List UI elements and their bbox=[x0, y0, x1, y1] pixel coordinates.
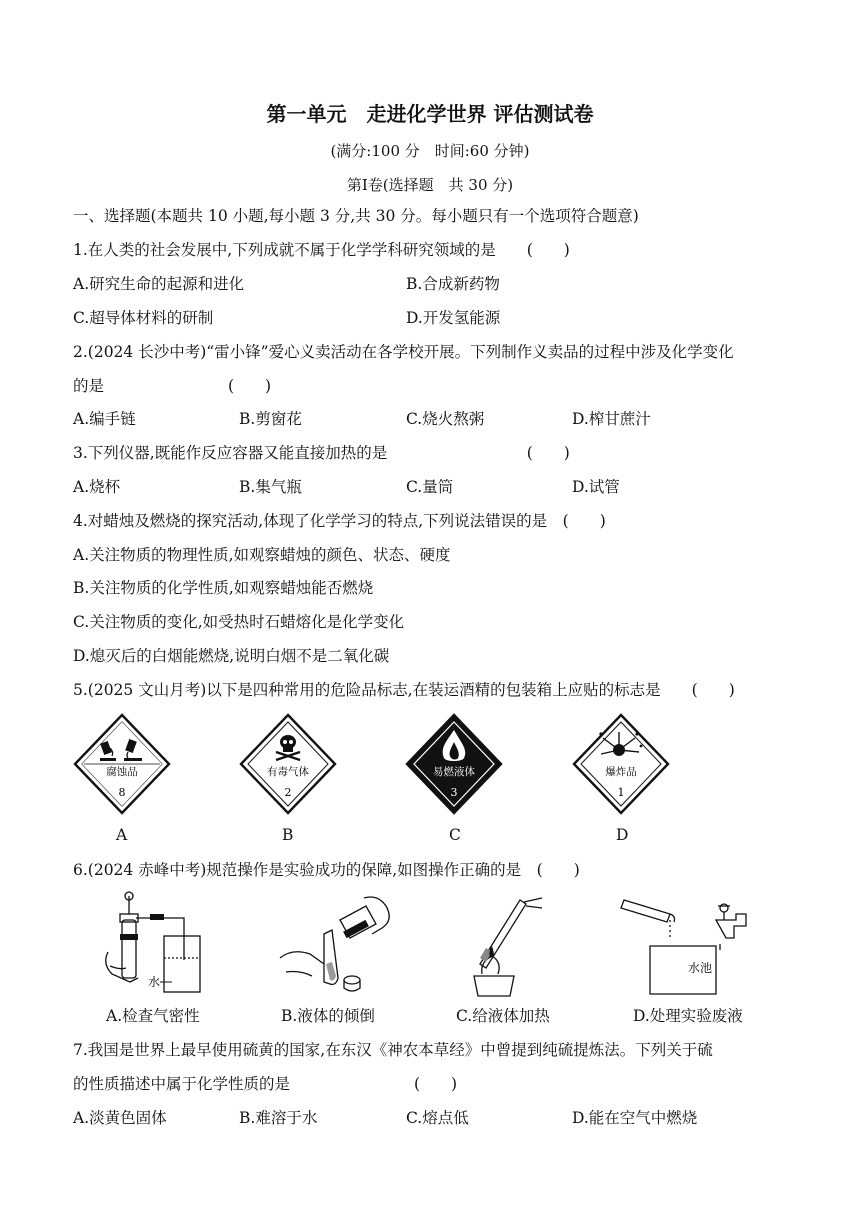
q1-option-d: D.开发氢能源 bbox=[406, 309, 501, 327]
hazard-label-c: 易燃液体 bbox=[433, 766, 475, 778]
q7-stem-line2: 的性质描述中属于化学性质的是 ( ) bbox=[73, 1075, 458, 1093]
figure-pouring-liquid bbox=[272, 892, 402, 1000]
hazard-label-d: 爆炸品 bbox=[605, 766, 637, 778]
q6-option-d: D.处理实验废液 bbox=[633, 1007, 743, 1025]
water-label: 水 bbox=[148, 975, 161, 989]
hazard-label-a: 腐蚀品 bbox=[106, 766, 138, 778]
q4-stem: 4.对蜡烛及燃烧的探究活动,体现了化学学习的特点,下列说法错误的是 ( ) bbox=[73, 512, 606, 530]
q6-option-a: A.检查气密性 bbox=[106, 1007, 200, 1025]
hazard-sign-toxic-gas bbox=[238, 712, 338, 816]
hazard-number-d: 1 bbox=[617, 786, 625, 799]
figure-waste-disposal bbox=[620, 890, 760, 1002]
hazard-number-b: 2 bbox=[284, 786, 292, 799]
sink-label: 水池 bbox=[687, 961, 713, 975]
q6-option-c: C.给液体加热 bbox=[456, 1007, 550, 1025]
hazard-sign-explosive bbox=[571, 712, 671, 816]
q4-option-b: B.关注物质的化学性质,如观察蜡烛能否燃烧 bbox=[73, 579, 374, 597]
section-heading: 第Ⅰ卷(选择题 共 30 分) bbox=[346, 176, 514, 194]
q7-option-d: D.能在空气中燃烧 bbox=[572, 1109, 698, 1127]
q4-option-d: D.熄灭后的白烟能燃烧,说明白烟不是二氧化碳 bbox=[73, 647, 390, 665]
q7-option-a: A.淡黄色固体 bbox=[73, 1109, 167, 1127]
q7-stem-line1: 7.我国是世界上最早使用硫黄的国家,在东汉《神农本草经》中曾提到纯硫提炼法。下列关于硫 bbox=[73, 1041, 713, 1059]
q6-option-b: B.液体的倾倒 bbox=[281, 1007, 375, 1025]
hazard-letter-b: B bbox=[282, 826, 294, 844]
hazard-sign-corrosive bbox=[72, 712, 172, 816]
hazard-number-a: 8 bbox=[118, 786, 126, 799]
q1-option-c: C.超导体材料的研制 bbox=[73, 309, 214, 327]
q1-option-a: A.研究生命的起源和进化 bbox=[73, 275, 245, 293]
q3-option-d: D.试管 bbox=[572, 478, 620, 496]
figure-airtightness-check bbox=[100, 890, 210, 1002]
figure-heating-liquid bbox=[460, 892, 550, 1002]
q2-option-d: D.榨甘蔗汁 bbox=[572, 410, 651, 428]
hazard-number-c: 3 bbox=[450, 786, 458, 799]
exam-meta: (满分:100 分 时间:60 分钟) bbox=[330, 142, 530, 160]
hazard-sign-flammable-liquid bbox=[404, 712, 504, 816]
q4-option-a: A.关注物质的物理性质,如观察蜡烛的颜色、状态、硬度 bbox=[73, 546, 451, 564]
q5-stem: 5.(2025 文山月考)以下是四种常用的危险品标志,在装运酒精的包装箱上应贴的标志是 ( ) bbox=[73, 681, 735, 699]
q3-option-b: B.集气瓶 bbox=[239, 478, 302, 496]
q3-option-a: A.烧杯 bbox=[73, 478, 121, 496]
hazard-letter-c: C bbox=[449, 826, 461, 844]
q3-option-c: C.量筒 bbox=[406, 478, 454, 496]
q2-stem-line1: 2.(2024 长沙中考)“雷小锋”爱心义卖活动在各学校开展。下列制作义卖品的过程中涉及化学变化 bbox=[73, 343, 734, 361]
q2-option-c: C.烧火熬粥 bbox=[406, 410, 485, 428]
q1-option-b: B.合成新药物 bbox=[406, 275, 500, 293]
q2-option-b: B.剪窗花 bbox=[239, 410, 302, 428]
q7-option-c: C.熔点低 bbox=[406, 1109, 469, 1127]
q3-stem: 3.下列仪器,既能作反应容器又能直接加热的是 ( ) bbox=[73, 444, 570, 462]
page-title: 第一单元 走进化学世界 评估测试卷 bbox=[266, 102, 594, 126]
hazard-label-b: 有毒气体 bbox=[267, 766, 309, 778]
hazard-letter-a: A bbox=[116, 826, 128, 844]
q2-stem-line2: 的是 ( ) bbox=[73, 377, 272, 395]
part1-instructions: 一、选择题(本题共 10 小题,每小题 3 分,共 30 分。每小题只有一个选项符合题意) bbox=[73, 207, 639, 225]
q6-stem: 6.(2024 赤峰中考)规范操作是实验成功的保障,如图操作正确的是 ( ) bbox=[73, 861, 580, 879]
q2-option-a: A.编手链 bbox=[73, 410, 136, 428]
q7-option-b: B.难溶于水 bbox=[239, 1109, 318, 1127]
hazard-letter-d: D bbox=[616, 826, 629, 844]
q4-option-c: C.关注物质的变化,如受热时石蜡熔化是化学变化 bbox=[73, 613, 405, 631]
q1-stem: 1.在人类的社会发展中,下列成就不属于化学学科研究领域的是 ( ) bbox=[73, 241, 570, 259]
